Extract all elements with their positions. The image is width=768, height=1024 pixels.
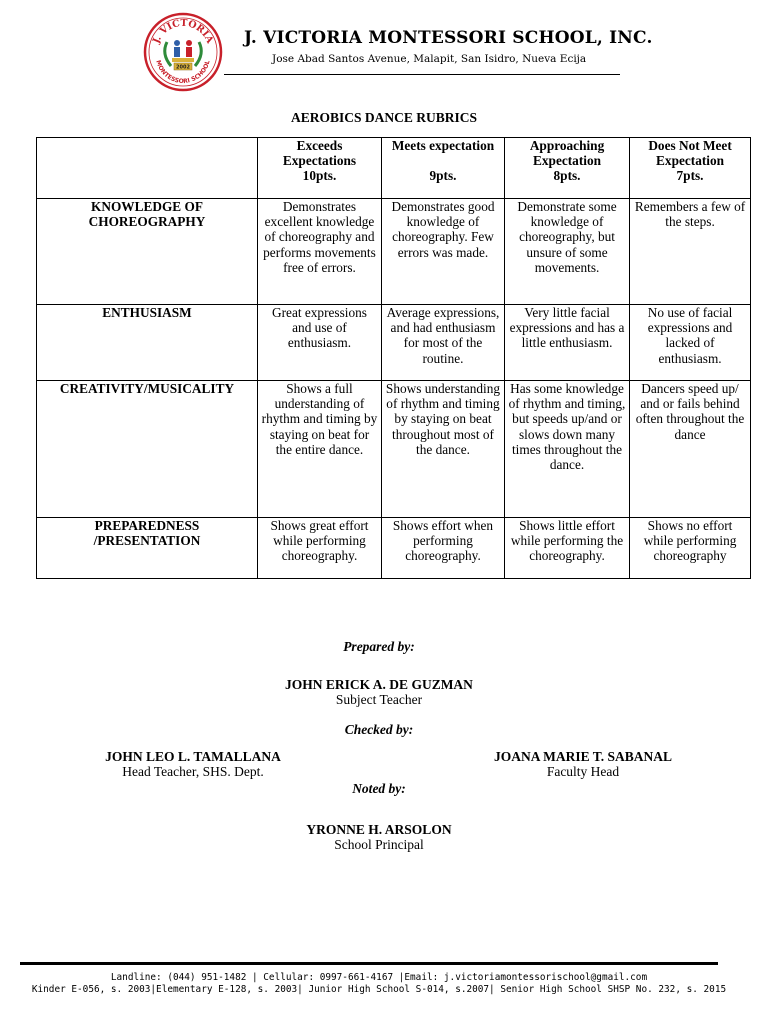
rubric-cell: Dancers speed up/ and or fails behind often throughout the dance — [630, 381, 751, 518]
rubric-table — [36, 137, 751, 579]
criterion-cell: PREPAREDNESS /PRESENTATION — [37, 518, 258, 579]
noted-by-label: Noted by: — [352, 781, 406, 796]
rubric-cell: Has some knowledge of rhythm and timing, but speeds up/and or slows down many times throughout the dance. — [504, 381, 629, 518]
criterion-cell: CREATIVITY/MUSICALITY — [37, 381, 258, 518]
signatory-role: School Principal — [334, 837, 424, 852]
checked-by-label: Checked by: — [344, 722, 414, 737]
column-header-exceeds: Exceeds Expectations 10pts. — [257, 138, 381, 199]
signatory-role: Faculty Head — [546, 764, 620, 779]
footer-permits: Kinder E-056, s. 2003|Elementary E-128, s. 2003| Junior High School S-014, s.2007| Senior High School SHSP No. 232, s. 2015 — [31, 984, 727, 995]
footer-contact: Landline: (044) 951-1482 | Cellular: 0997-661-4167 |Email: j.victoriamontessorischool@gmail.com — [110, 972, 648, 983]
column-header-meets: Meets expectation 9pts. — [382, 138, 505, 199]
school-name: J. VICTORIA MONTESSORI SCHOOL, INC. — [244, 28, 653, 48]
noted-by-signatory — [0, 822, 758, 852]
rubric-cell: Shows little effort while performing the choreography. — [504, 518, 629, 579]
criterion-cell: KNOWLEDGE OF CHOREOGRAPHY — [37, 199, 258, 305]
signatory-name: JOHN LEO L. TAMALLANA — [105, 749, 281, 764]
logo-year: 2002 — [176, 64, 190, 71]
criterion-header — [37, 138, 258, 199]
rubric-cell: Great expressions and use of enthusiasm. — [257, 305, 381, 381]
signatory-name: JOANA MARIE T. SABANAL — [493, 749, 673, 764]
header-divider — [224, 74, 620, 75]
rubric-header-row — [37, 138, 751, 199]
rubric-cell: Shows no effort while performing choreography — [630, 518, 751, 579]
rubric-cell: Shows effort when performing choreography. — [382, 518, 505, 579]
prepared-by-signatory — [0, 677, 758, 707]
column-header-approaching: Approaching Expectation 8pts. — [504, 138, 629, 199]
school-logo — [143, 12, 223, 92]
rubric-row-knowledge — [37, 199, 751, 305]
signatory-name: JOHN ERICK A. DE GUZMAN — [285, 677, 473, 692]
rubric-cell: Very little facial expressions and has a little enthusiasm. — [504, 305, 629, 381]
rubric-cell: Demonstrate some knowledge of choreography, but unsure of some movements. — [504, 199, 629, 305]
rubric-cell: No use of facial expressions and lacked of enthusiasm. — [630, 305, 751, 381]
checked-by-left-signatory — [73, 749, 313, 779]
rubric-cell: Shows understanding of rhythm and timing by staying on beat throughout most of the dance. — [382, 381, 505, 518]
rubric-row-enthusiasm — [37, 305, 751, 381]
logo-text-top: J. VICTORIA — [150, 17, 216, 46]
column-header-does-not-meet: Does Not Meet Expectation 7pts. — [630, 138, 751, 199]
rubric-row-preparedness — [37, 518, 751, 579]
rubric-cell: Shows a full understanding of rhythm and timing by staying on beat for the entire dance. — [257, 381, 381, 518]
signatory-name: YRONNE H. ARSOLON — [306, 822, 452, 837]
document-title: AEROBICS DANCE RUBRICS — [290, 110, 478, 125]
rubric-cell: Shows great effort while performing choreography. — [257, 518, 381, 579]
rubric-row-creativity — [37, 381, 751, 518]
footer-divider — [20, 962, 718, 965]
checked-by-right-signatory — [463, 749, 703, 779]
signatory-role: Subject Teacher — [335, 692, 423, 707]
rubric-cell: Remembers a few of the steps. — [630, 199, 751, 305]
logo-text-bottom: MONTESSORI SCHOOL — [154, 59, 212, 86]
school-address: Jose Abad Santos Avenue, Malapit, San Isidro, Nueva Ecija — [272, 53, 587, 65]
rubric-cell: Demonstrates excellent knowledge of choreography and performs movements free of errors. — [257, 199, 381, 305]
rubric-cell: Average expressions, and had enthusiasm for most of the routine. — [382, 305, 505, 381]
prepared-by-label: Prepared by: — [343, 639, 415, 654]
criterion-cell: ENTHUSIASM — [37, 305, 258, 381]
signatory-role: Head Teacher, SHS. Dept. — [122, 764, 264, 779]
rubric-cell: Demonstrates good knowledge of choreography. Few errors was made. — [382, 199, 505, 305]
